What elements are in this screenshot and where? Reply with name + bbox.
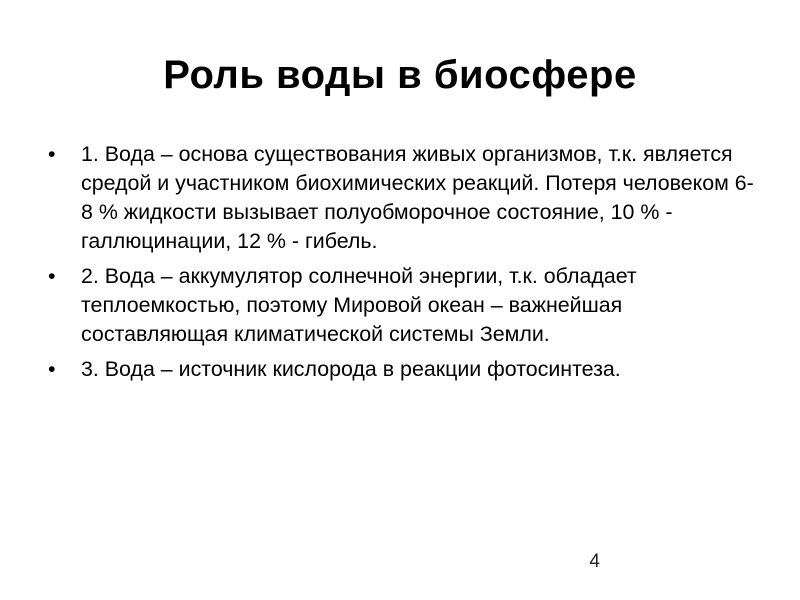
bullet-dot-icon: •	[48, 264, 56, 288]
bullet-text: 3. Вода – источник кислорода в реакции фотосинтеза.	[81, 357, 621, 381]
bullet-text: 1. Вода – основа существования живых организмов, т.к. является средой и участником биохимических реакций. Потеря человеком 6-8 % жидкости вызывает полуобморочное состояние, 10 % - галлюцинации, 12 % - гибель.	[81, 142, 754, 253]
bullet-item	[46, 140, 760, 256]
page-number: 4	[589, 551, 600, 572]
bullet-item	[46, 262, 760, 349]
bullet-list	[46, 140, 760, 390]
bullet-item	[46, 355, 760, 384]
bullet-dot-icon: •	[48, 357, 56, 381]
slide-title: Роль воды в биосфере	[163, 53, 637, 97]
bullet-text: 2. Вода – аккумулятор солнечной энергии, т.к. обладает теплоемкостью, поэтому Мировой океан – важнейшая составляющая климатической системы Земли.	[81, 264, 637, 346]
bullet-dot-icon: •	[48, 142, 56, 166]
